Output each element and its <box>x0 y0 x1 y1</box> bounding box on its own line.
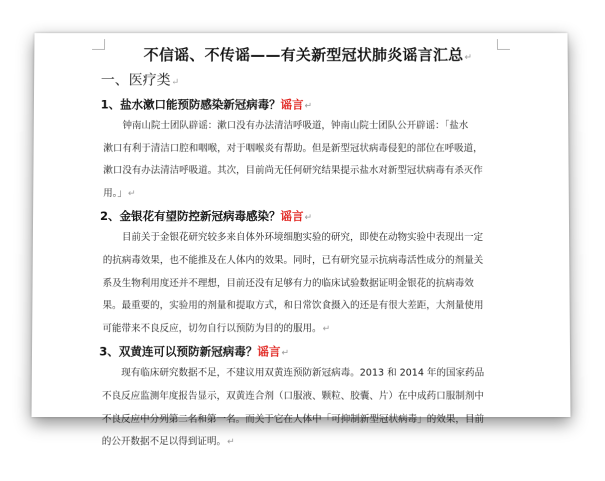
section-heading-medical: 一、医疗类↵ <box>100 72 180 89</box>
rumor-answer-2 <box>102 227 513 340</box>
paragraph-mark: ↵ <box>322 324 331 335</box>
answer-line: 的抗病毒效果，也不能推及在人体内的效果。同时，已有研究显示抗病毒活性成分的剂量关 <box>102 254 484 267</box>
answer-line: 现有临床研究数据不足，不建议用双黄连预防新冠病毒。2013 和 2014 年的国家药品 <box>121 367 485 379</box>
answer-line: 不良反应监测年度报告显示，双黄连合剂（口服液、颗粒、胶囊、片）在中成药口服制剂中 <box>101 390 484 402</box>
answer-line: 目前关于金银花研究较多来自体外环境细胞实验的研究，即使在动物实验中表现出一定 <box>121 232 484 244</box>
paragraph-mark: ↵ <box>127 188 136 199</box>
document-body[interactable] <box>99 43 515 454</box>
paragraph-mark: ↵ <box>464 52 473 63</box>
document-page <box>31 33 570 448</box>
answer-line: 果。最重要的，实验用的剂量和提取方式，和日常饮食摄入的还是有很大差距，大剂量使用 <box>102 300 484 312</box>
answer-line: 可能带来不良反应，切勿自行以预防为目的的服用。↵ <box>102 323 331 335</box>
document-title: 不信谣、不传谣——有关新型冠状肺炎谣言汇总↵ <box>143 45 473 64</box>
rumor-tag: 谣言 <box>280 97 304 112</box>
paragraph-mark: ↵ <box>227 437 235 448</box>
answer-line: 不良反应中分列第二名和第一名。而关于它在人体中「可抑制新型冠状病毒」的效果，目前 <box>101 413 485 425</box>
rumor-question-2: 2、金银花有望防控新冠病毒感染？谣言↵ <box>100 209 313 224</box>
rumor-tag: 谣言 <box>257 344 281 359</box>
rumor-question-3: 3、双黄连可以预防新冠病毒？谣言↵ <box>99 344 290 359</box>
answer-line: 漱口有利于清洁口腔和咽喉，对于咽喉炎有帮助。但是新型冠状病毒侵犯的部位在呼吸道， <box>103 142 483 154</box>
rumor-tag: 谣言 <box>280 209 304 224</box>
rumor-answer-1 <box>103 115 513 205</box>
paragraph-mark: ↵ <box>281 348 290 359</box>
answer-line: 系及生物利用度还并不理想，目前还没有足够有力的临床试验数据证明金银花的抗病毒效 <box>102 277 474 289</box>
paragraph-mark: ↵ <box>304 101 313 112</box>
answer-line: 漱口没有办法清洁呼吸道。其次，目前尚无任何研究结果提示盐水对新型冠状病毒有杀灭作 <box>103 165 483 177</box>
paragraph-mark: ↵ <box>304 213 313 224</box>
answer-line: 的公开数据不足以得到证明。↵ <box>101 436 235 448</box>
answer-line: 钟南山院士团队辟谣：漱口没有办法清洁呼吸道，钟南山院士团队公开辟谣：「盐水 <box>122 120 469 132</box>
rumor-answer-3 <box>102 363 515 454</box>
paragraph-mark: ↵ <box>171 77 180 88</box>
rumor-question-1: 1、盐水漱口能预防感染新冠病毒？谣言↵ <box>100 97 313 112</box>
answer-line: 用。」↵ <box>103 187 136 199</box>
